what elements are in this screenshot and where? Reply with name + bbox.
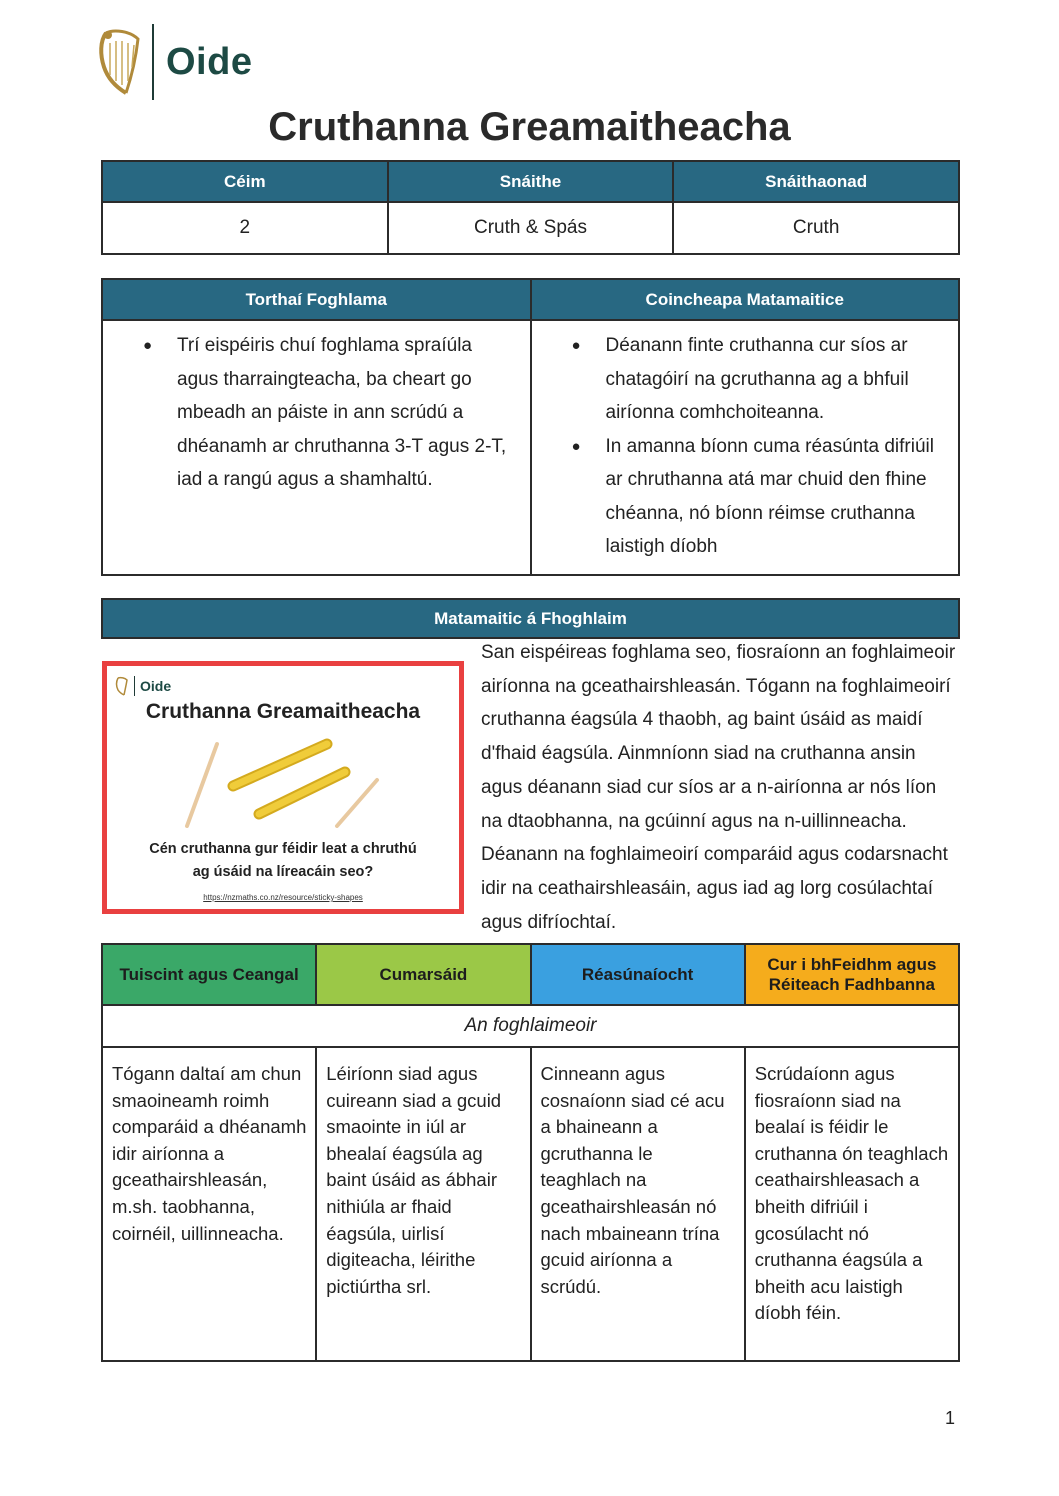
image-logo-brand: Oide [140,678,172,694]
header-snaithaonad: Snáithaonad [673,161,959,202]
skill-cell-cumarsaid: Léiríonn siad agus cuireann siad a gcuid smaointe in iúl ar bhealaí éagsúla ag baint úsáid as ábhair nithiúla ar fhaid éagsúla, uirlisí digiteacha, léirithe pictiúrtha srl. [316,1047,530,1361]
page-number: 1 [945,1408,956,1428]
image-question-line-1: Cén cruthanna gur féidir leat a chruthú [149,841,417,857]
value-snaithe: Cruth & Spás [388,202,674,254]
image-question [107,838,459,884]
header-outcomes: Torthaí Foghlama [102,279,531,320]
brand-name: Oide [166,40,253,83]
image-question-line-2: ag úsáid na líreacáin seo? [192,864,374,880]
harp-icon [115,676,129,696]
header-cumarsaid: Cumarsáid [316,944,530,1005]
header-ceim: Céim [102,161,388,202]
concepts-cell [531,320,960,575]
harp-icon [96,27,144,97]
skill-cell-cur-i-bhfeidhm: Scrúdaíonn agus fiosraíonn siad na bealaí is féidir le cruthanna ón teaghlach ceathairshleasach a bheith difriúil i gcosúlacht nó cruthanna éagsúla a bheith acu laistigh díobh féin. [745,1047,959,1361]
outcome-item: ● Trí eispéiris chuí foghlama spraíúla agus tharraingteacha, ba cheart go mbeadh an páiste in ann scrúdú a dhéanamh ar chruthanna 3-T agus 2-T, iad a rangú agus a shamhaltú. [143,329,516,497]
page-title: Cruthanna Greamaitheacha [268,105,791,149]
logo-divider [152,24,154,100]
header-concepts: Coincheapa Matamaitice [531,279,960,320]
skill-cell-tuiscint: Tógann daltaí am chun smaoineamh roimh comparáid a dhéanamh idir airíonna a gceathairshleasán, m.sh. taobhanna, coirnéil, uillinneacha. [102,1047,316,1361]
concept-item: ● Déanann finte cruthanna cur síos ar chatagóirí na gcruthanna ag a bhfuil airíonna comhchoiteanna. [572,329,945,430]
outcomes-table [101,278,960,576]
outcomes-cell [102,320,531,575]
header-snaithe: Snáithe [388,161,674,202]
learning-description: San eispéireas foghlama seo, fiosraíonn an foghlaimeoir airíonna na gceathairshleasán. Tógann na foghlaimeoirí cruthanna éagsúla 4 thaobh, ag baint úsáid as maidí d'fhaid éagsúla. Ainmníonn siad na cruthanna ansin agus déanann siad cur síos ar a n-airíonna ar nós líon na dtaobhanna, na gcúinní agus na n-uillinneacha. Déanann na foghlaimeoirí comparáid agus codarsnacht idir na ceathairshleasáin, agus iad ag lorg cosúlachtaí agus difríochtaí. [481,642,956,933]
image-logo-divider [134,676,135,696]
image-logo [115,676,171,696]
value-snaithaonad: Cruth [673,202,959,254]
skills-table [101,943,960,1362]
skill-cell-reasunaiocht: Cinneann agus cosnaíonn siad cé acu a bhaineann a gcruthanna le teaghlach na gceathairshleasán nó nach mbaineann trína gcuid airíonna a scrúdú. [531,1047,745,1361]
value-ceim: 2 [102,202,388,254]
header-reasunaiocht: Réasúnaíocht [531,944,745,1005]
header-tuiscint: Tuiscint agus Ceangal [102,944,316,1005]
concept-item: ● In amanna bíonn cuma réasúnta difriúil ar chruthanna atá mar chuid den fhine chéanna, nó bíonn réimse cruthanna laistigh díobh [572,430,945,564]
image-source-link[interactable]: https://nzmaths.co.nz/resource/sticky-shapes [203,893,363,902]
learner-subheader: An foghlaimeoir [102,1005,959,1047]
popsicle-sticks-illustration [177,732,407,828]
oide-logo [96,24,252,100]
activity-image [102,661,464,914]
header-cur-i-bhfeidhm: Cur i bhFeidhm agus Réiteach Fadhbanna [745,944,959,1005]
image-title: Cruthanna Greamaitheacha [145,700,421,723]
info-table [101,160,960,255]
learning-section-header: Matamaitic á Fhoghlaim [101,598,960,639]
